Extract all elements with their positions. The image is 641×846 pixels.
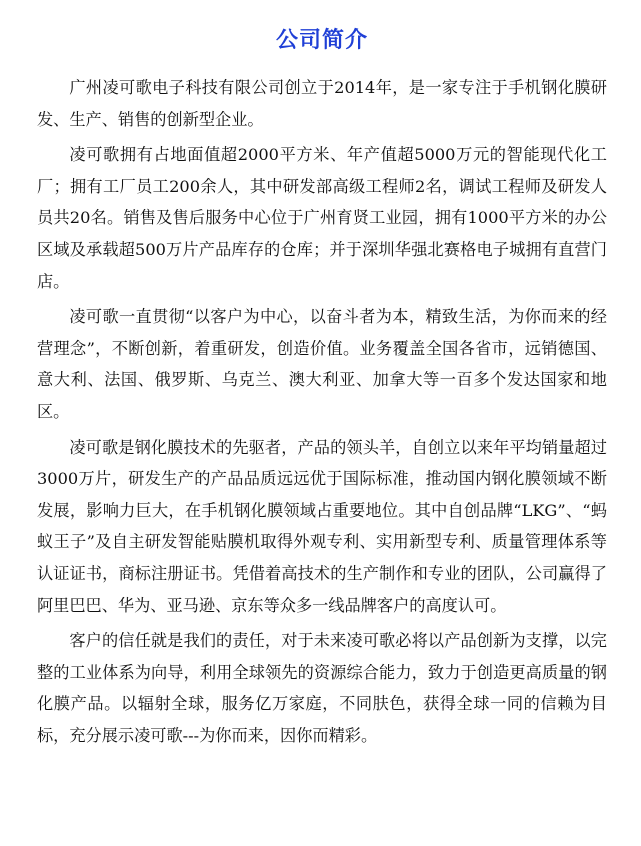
- paragraph-philosophy: 凌可歌一直贯彻“以客户为中心，以奋斗者为本，精致生活，为你而来的经营理念”，不断创新，着重研发，创造价值。业务覆盖全国各省市，远销德国、意大利、法国、俄罗斯、乌克兰、澳大利亚、加拿大等一百多个发达国家和地区。: [37, 307, 607, 421]
- paragraph-vision: 客户的信任就是我们的责任，对于未来凌可歌必将以产品创新为支撑，以完整的工业体系为向导，利用全球领先的资源综合能力，致力于创造更高质量的钢化膜产品。以辐射全球，服务亿万家庭，不同肤色，获得全球一同的信赖为目标，充分展示凌可歌---为你而来，因你而精彩。: [37, 631, 607, 745]
- paragraph-achievements: 凌可歌是钢化膜技术的先驱者，产品的领头羊，自创立以来年平均销量超过3000万片，研发生产的产品品质远远优于国际标准，推动国内钢化膜领域不断发展，影响力巨大，在手机钢化膜领域占重要地位。其中自创品牌“LKG”、“蚂蚁王子”及自主研发智能贴膜机取得外观专利、实用新型专利、质量管理体系等认证证书，商标注册证书。凭借着高技术的生产制作和专业的团队，公司赢得了阿里巴巴、华为、亚马逊、京东等众多一线品牌客户的高度认可。: [37, 437, 607, 615]
- paragraph-facilities: 凌可歌拥有占地面值超2000平方米、年产值超5000万元的智能现代化工厂；拥有工厂员工200余人，其中研发部高级工程师2名，调试工程师及研发人员共20名。销售及售后服务中心位于广州育贤工业园，拥有1000平方米的办公区域及承载超500万片产品库存的仓库；并于深圳华强北赛格电子城拥有直营门店。: [37, 145, 607, 291]
- page-title: 公司简介: [275, 28, 368, 53]
- paragraph-founding: 广州凌可歌电子科技有限公司创立于2014年，是一家专注于手机钢化膜研发、生产、销售的创新型企业。: [37, 78, 607, 129]
